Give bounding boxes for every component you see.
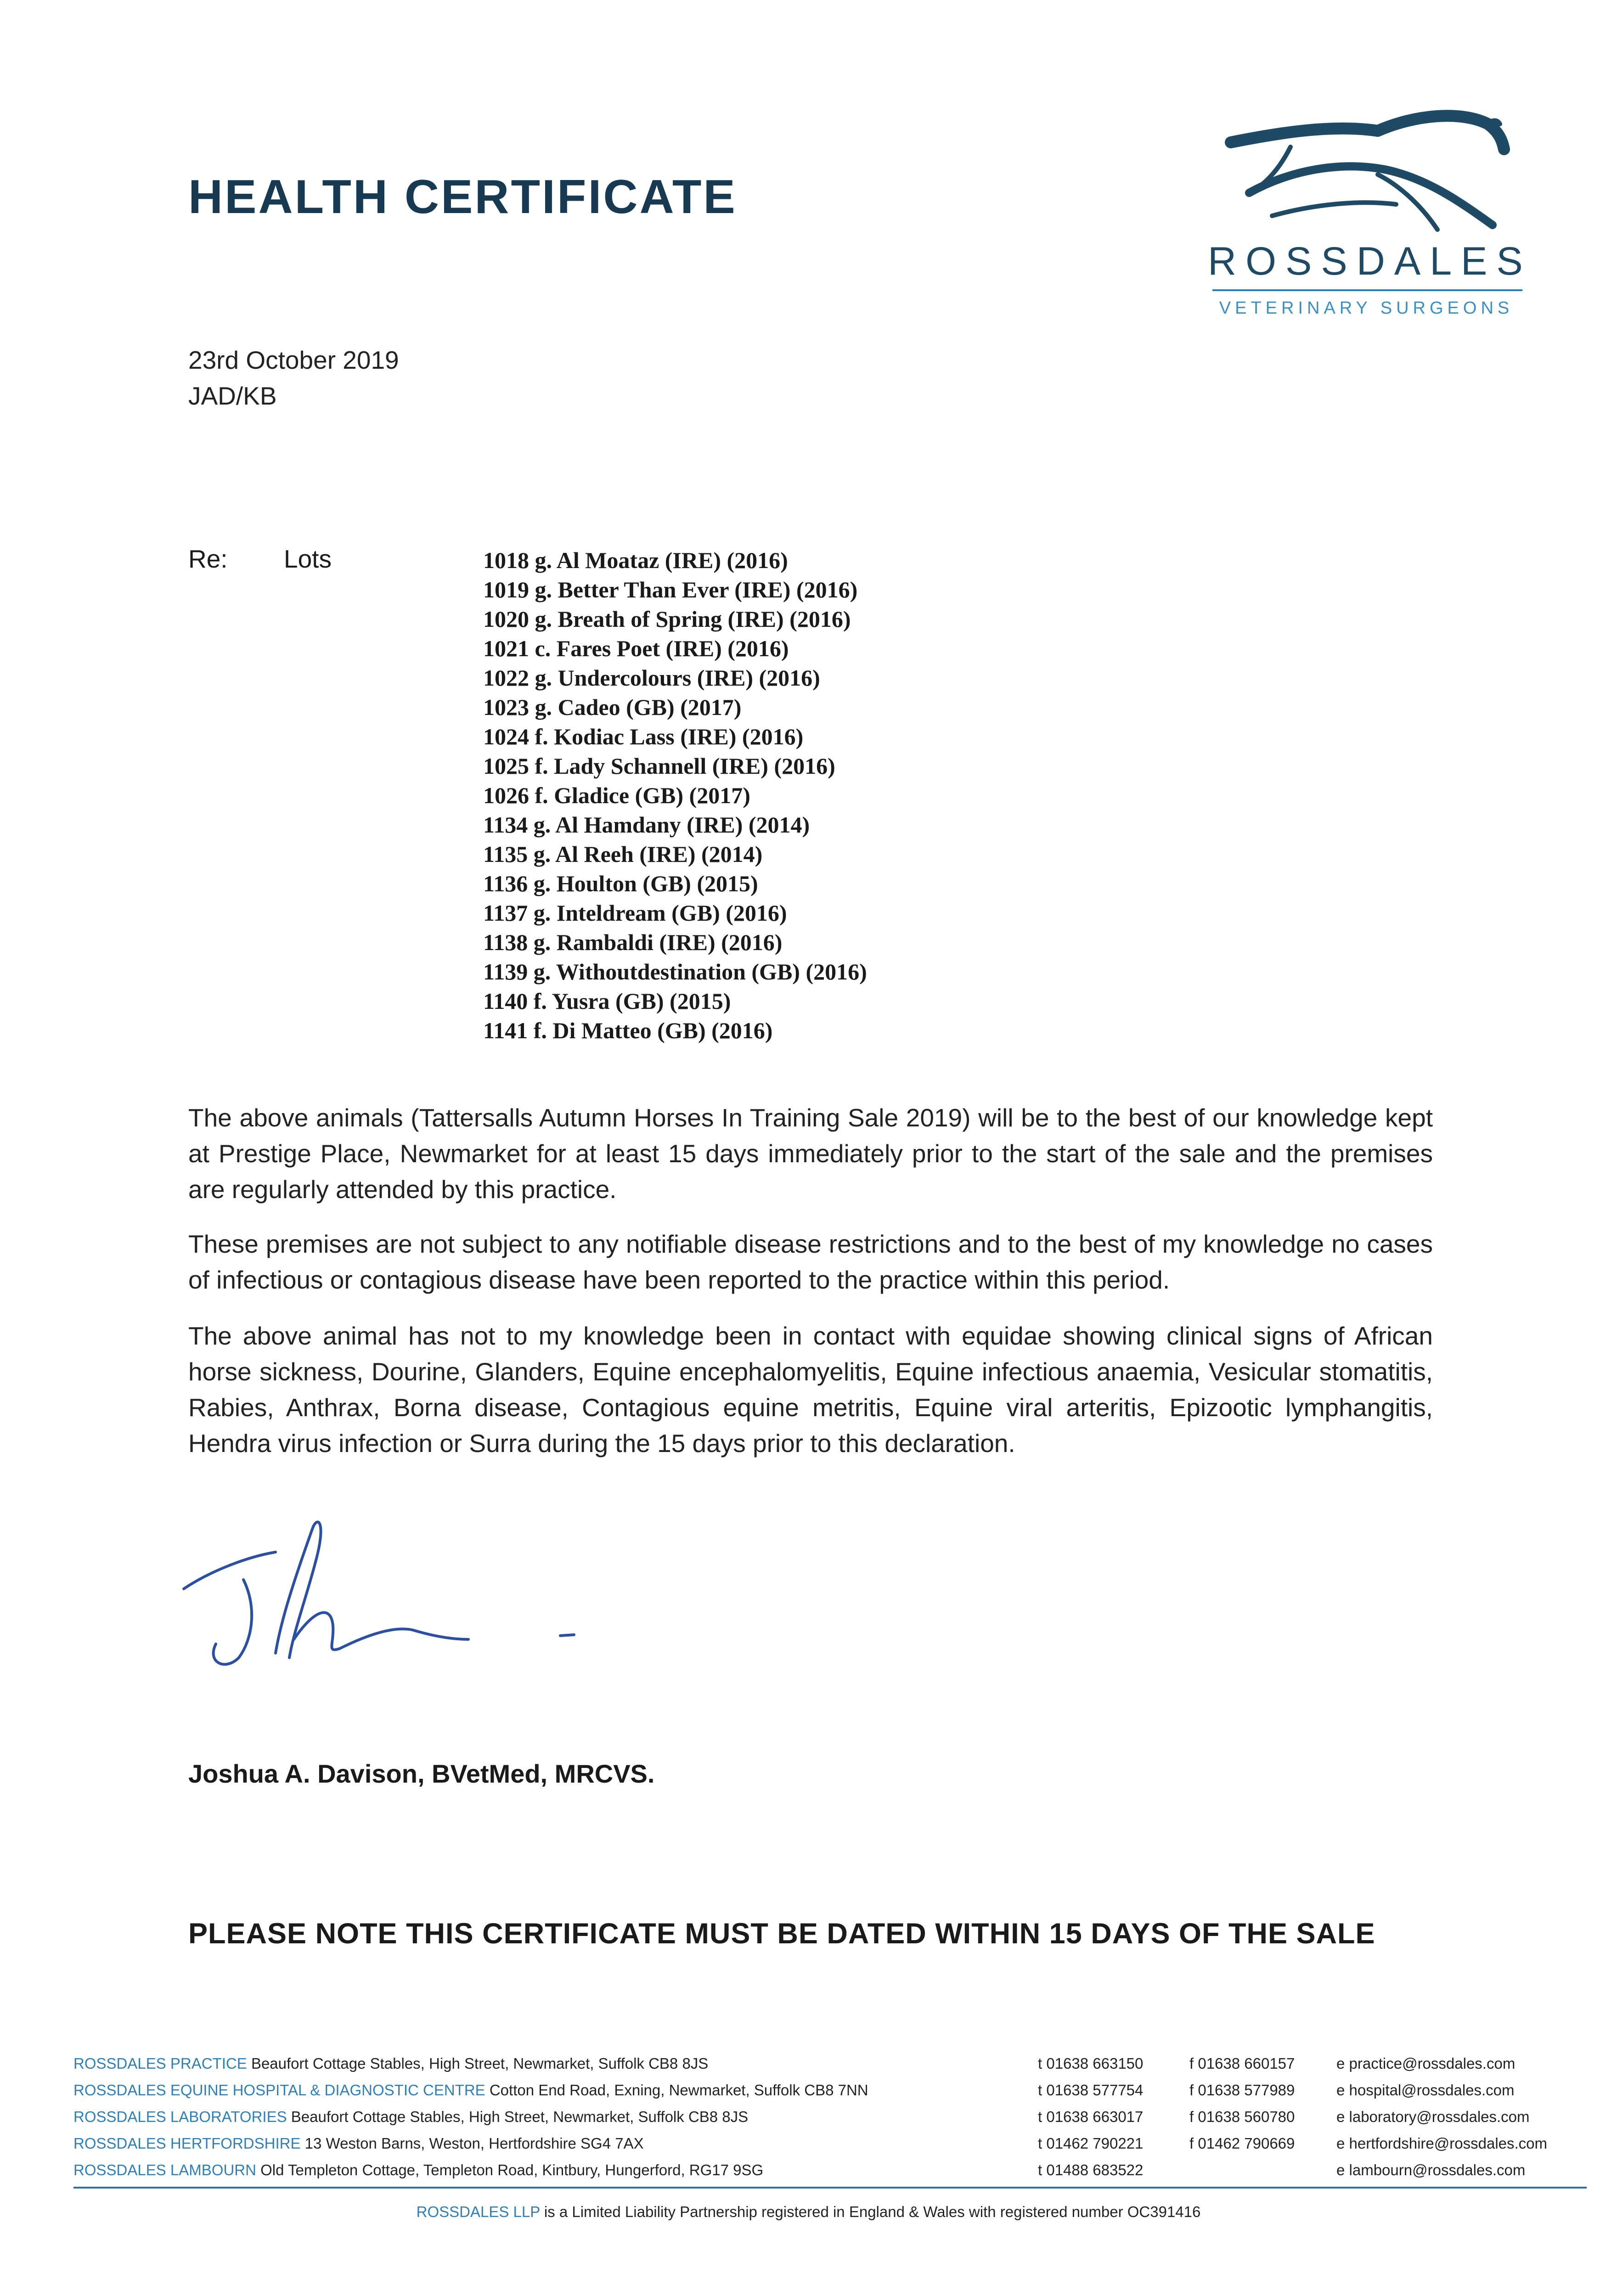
dating-notice: PLEASE NOTE THIS CERTIFICATE MUST BE DATED WITHIN 15 DAYS OF THE SALE: [188, 1918, 1375, 1950]
lot-item: 1024 f. Kodiac Lass (IRE) (2016): [483, 724, 804, 749]
footer-address: Beaufort Cottage Stables, High Street, Newmarket, Suffolk CB8 8JS: [291, 2108, 749, 2125]
lot-item: 1134 g. Al Hamdany (IRE) (2014): [483, 812, 810, 838]
footer-address: Old Templeton Cottage, Templeton Road, Kintbury, Hungerford, RG17 9SG: [260, 2161, 764, 2178]
footer-fax: f 01462 790669: [1189, 2135, 1295, 2152]
logo-subtitle: VETERINARY SURGEONS: [1219, 298, 1514, 318]
footer-fax: f 01638 560780: [1189, 2108, 1295, 2125]
lot-item: 1139 g. Withoutdestination (GB) (2016): [483, 959, 867, 985]
footer-row: [73, 2077, 1589, 2104]
footer-telephone: t 01638 663150: [1038, 2055, 1144, 2072]
lot-item: 1019 g. Better Than Ever (IRE) (2016): [483, 577, 858, 602]
footer-fax: f 01638 660157: [1189, 2055, 1295, 2072]
footer-location-name: ROSSDALES LABORATORIES: [73, 2108, 287, 2125]
legal-notice: [0, 2203, 1617, 2221]
footer-telephone: t 01488 683522: [1038, 2161, 1144, 2178]
footer-address: Beaufort Cottage Stables, High Street, Newmarket, Suffolk CB8 8JS: [251, 2055, 709, 2072]
footer-location-name: ROSSDALES EQUINE HOSPITAL & DIAGNOSTIC CENTRE: [73, 2082, 485, 2099]
paragraph-contact-declaration: The above animal has not to my knowledge been in contact with equidae showing clinical signs of African horse sickness, Dourine, Glanders, Equine encephalomyelitis, Equine infectious anaemia, Vesicular stomatitis, Rabies, Anthrax, Borna disease, Contagious equine metritis, Equine viral arteritis, Epizootic lymphangitis, Hendra virus infection or Surra during the 15 days prior to this declaration.: [188, 1322, 1433, 1458]
reference-code: JAD/KB: [188, 382, 277, 410]
rossdales-logo: [1208, 106, 1532, 326]
certificate-title: HEALTH CERTIFICATE: [188, 170, 737, 224]
footer-location-name: ROSSDALES PRACTICE: [73, 2055, 247, 2072]
certificate-date: 23rd October 2019: [188, 346, 399, 374]
footer-email: e practice@rossdales.com: [1336, 2055, 1516, 2072]
footer-row: [73, 2104, 1589, 2130]
lot-item: 1018 g. Al Moataz (IRE) (2016): [483, 547, 788, 573]
lot-item: 1022 g. Undercolours (IRE) (2016): [483, 665, 820, 691]
lot-item: 1023 g. Cadeo (GB) (2017): [483, 694, 742, 720]
footer-fax: [1189, 2157, 1336, 2183]
paragraph-disease-restrictions: These premises are not subject to any notifiable disease restrictions and to the best of my knowledge no cases of infectious or contagious disease have been reported to the practice within this period.: [188, 1230, 1433, 1294]
lot-item: 1026 f. Gladice (GB) (2017): [483, 782, 750, 808]
lots-label: Lots: [284, 545, 332, 573]
footer-email: e hertfordshire@rossdales.com: [1336, 2135, 1548, 2152]
lot-item: 1135 g. Al Reeh (IRE) (2014): [483, 841, 763, 867]
footer-row: [73, 2130, 1589, 2157]
logo-brand-name: ROSSDALES: [1208, 239, 1532, 283]
lots-list: [483, 546, 867, 1045]
lot-item: 1137 g. Inteldream (GB) (2016): [483, 900, 787, 926]
lot-item: 1025 f. Lady Schannell (IRE) (2016): [483, 753, 835, 779]
lot-item: 1021 c. Fares Poet (IRE) (2016): [483, 636, 789, 661]
footer-telephone: t 01638 577754: [1038, 2082, 1144, 2099]
footer-email: e laboratory@rossdales.com: [1336, 2108, 1530, 2125]
footer-email: e lambourn@rossdales.com: [1336, 2161, 1526, 2178]
re-label: Re:: [188, 545, 228, 573]
footer-row: [73, 2050, 1589, 2077]
footer-location-name: ROSSDALES LAMBOURN: [73, 2161, 256, 2178]
legal-text: is a Limited Liability Partnership registered in England & Wales with registered number OC391416: [544, 2203, 1201, 2220]
lot-item: 1138 g. Rambaldi (IRE) (2016): [483, 929, 783, 955]
galloping-horse-icon: [1222, 106, 1511, 234]
logo-divider: [1212, 289, 1522, 291]
footer-contact-table: [73, 2050, 1589, 2183]
lot-item: 1141 f. Di Matteo (GB) (2016): [483, 1018, 773, 1043]
footer-divider: [73, 2187, 1587, 2189]
footer-fax: f 01638 577989: [1189, 2082, 1295, 2099]
footer-email: e hospital@rossdales.com: [1336, 2082, 1515, 2099]
paragraph-sale-location: The above animals (Tattersalls Autumn Horses In Training Sale 2019) will be to the best of our knowledge kept at Prestige Place, Newmarket for at least 15 days immediately prior to the start of the sale and the premises are regularly attended by this practice.: [188, 1103, 1433, 1204]
footer-row: [73, 2157, 1589, 2183]
footer-address: Cotton End Road, Exning, Newmarket, Suffolk CB8 7NN: [489, 2082, 868, 2099]
lot-item: 1020 g. Breath of Spring (IRE) (2016): [483, 606, 851, 632]
lot-item: 1140 f. Yusra (GB) (2015): [483, 988, 731, 1014]
signer-name: Joshua A. Davison, BVetMed, MRCVS.: [188, 1759, 655, 1788]
footer-address: 13 Weston Barns, Weston, Hertfordshire SG4 7AX: [304, 2135, 644, 2152]
footer-telephone: t 01638 663017: [1038, 2108, 1144, 2125]
legal-company-name: ROSSDALES LLP: [416, 2203, 540, 2220]
footer-location-name: ROSSDALES HERTFORDSHIRE: [73, 2135, 301, 2152]
signature-image: [175, 1502, 588, 1685]
lot-item: 1136 g. Houlton (GB) (2015): [483, 871, 758, 896]
footer-telephone: t 01462 790221: [1038, 2135, 1144, 2152]
